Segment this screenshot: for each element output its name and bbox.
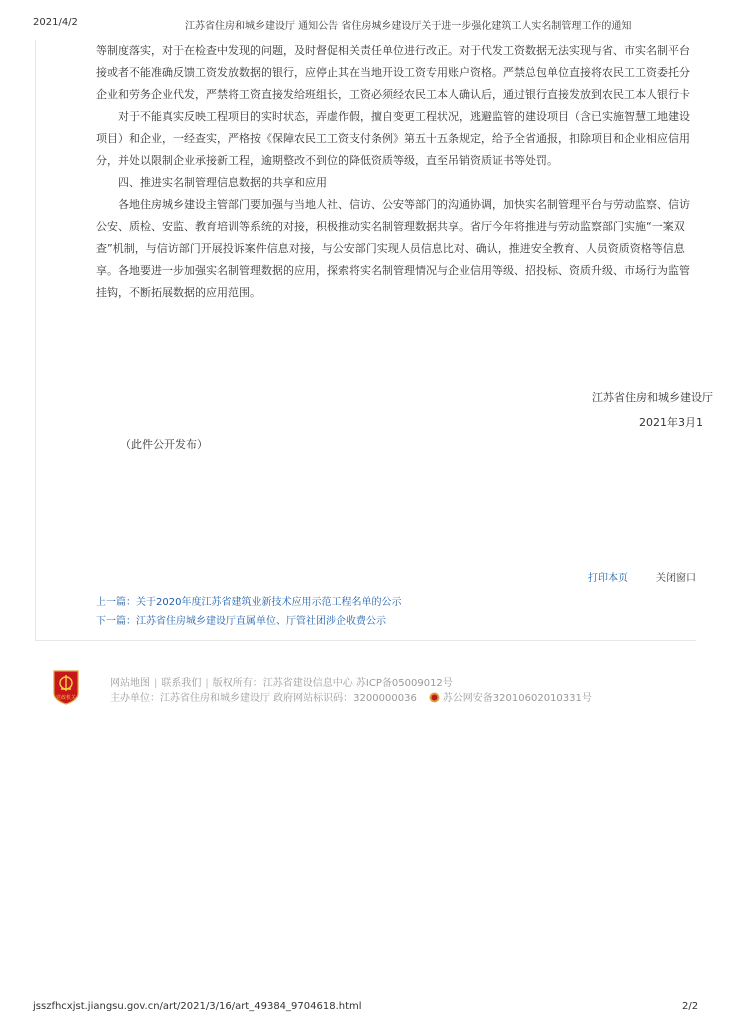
- print-page-button[interactable]: 打印本页: [588, 573, 628, 584]
- print-date: 2021/4/2: [33, 17, 78, 28]
- close-window-button[interactable]: 关闭窗口: [656, 573, 696, 584]
- police-badge-icon: [429, 692, 440, 703]
- print-page-number: 2/2: [682, 1001, 699, 1012]
- host-text: 主办单位：江苏省住房和城乡建设厅 政府网站标识码：3200000036: [110, 693, 417, 704]
- contact-link[interactable]: 联系我们: [161, 678, 202, 689]
- next-article-link[interactable]: [96, 612, 386, 627]
- next-label: 下一篇：: [96, 616, 136, 627]
- footer-host: [110, 689, 592, 704]
- separator: |: [154, 678, 158, 689]
- article-line: 项目）和企业，一经查实，严格按《保障农民工工资支付条例》第五十五条规定，给予全省通报，扣除项目和企业相应信用: [96, 132, 690, 145]
- footer-links: [110, 674, 453, 689]
- article-line: 公安、质检、安监、教育培训等系统的对接，积极推动实名制管理数据共享。省厅今年将推进与劳动监察部门实施“一案双: [96, 220, 685, 233]
- print-page-title: 江苏省住房和城乡建设厅 通知公告 省住房城乡建设厅关于进一步强化建筑工人实名制管理工作的通知: [185, 21, 632, 32]
- sitemap-link[interactable]: 网站地图: [110, 678, 150, 689]
- article-line: 挂钩，不断拓展数据的应用范围。: [96, 286, 261, 299]
- signature-date: 2021年3月1: [639, 416, 703, 429]
- article-line: 等制度落实，对于在检查中发现的问题，及时督促相关责任单位进行改正。对于代发工资数据无法实现与省、市实名制平台: [96, 44, 690, 57]
- article-line: 享。各地要进一步加强实名制管理数据的应用，探索将实名制管理情况与企业信用等级、招投标、资质升级、市场行为监管: [96, 264, 690, 277]
- signature-org: 江苏省住房和城乡建设厅: [592, 391, 713, 404]
- logo-text: 党政机关: [55, 695, 77, 701]
- article-line: 对于不能真实反映工程项目的实时状态，弄虚作假，擅自变更工程状况，逃避监管的建设项目（含已实施智慧工地建设: [118, 110, 690, 123]
- prev-label: 上一篇：: [96, 597, 136, 608]
- copyright-text: 版权所有：江苏省建设信息中心 苏ICP备05009012号: [212, 678, 453, 689]
- article-line: 接或者不能准确反馈工资发放数据的银行，应停止其在当地开设工资专用账户资格。严禁总包单位直接将农民工工资委托分: [96, 66, 690, 79]
- prev-article-title[interactable]: 关于2020年度江苏省建筑业新技术应用示范工程名单的公示: [136, 597, 402, 608]
- print-header: [0, 0, 730, 30]
- next-article-title[interactable]: 江苏省住房城乡建设厅直属单位、厅管社团涉企收费公示: [136, 616, 386, 627]
- print-url: jsszfhcxjst.jiangsu.gov.cn/art/2021/3/16/art_49384_9704618.html: [33, 1001, 362, 1012]
- article-line: 各地住房城乡建设主管部门要加强与当地人社、信访、公安等部门的沟通协调，加快实名制管理平台与劳动监察、信访: [118, 198, 690, 211]
- article-line: 查”机制，与信访部门开展投诉案件信息对接，与公安部门实现人员信息比对、确认，推进安全教育、人员资质资格等信息: [96, 242, 685, 255]
- police-record-link[interactable]: 苏公网安备32010602010331号: [442, 693, 592, 704]
- separator: |: [205, 678, 209, 689]
- prev-article-link[interactable]: [96, 593, 401, 608]
- article-line: 分，并处以限制企业承接新工程，逾期整改不到位的降低资质等级，直至吊销资质证书等处罚。: [96, 154, 558, 167]
- article-line: 企业和劳务企业代发，严禁将工资直接发给班组长，工资必须经农民工本人确认后，通过银行直接发放到农民工本人银行卡: [96, 88, 690, 101]
- party-government-logo[interactable]: [51, 669, 81, 705]
- article-body: [96, 40, 696, 310]
- publish-note: （此件公开发布）: [120, 438, 208, 451]
- section-heading: 四、推进实名制管理信息数据的共享和应用: [118, 176, 327, 189]
